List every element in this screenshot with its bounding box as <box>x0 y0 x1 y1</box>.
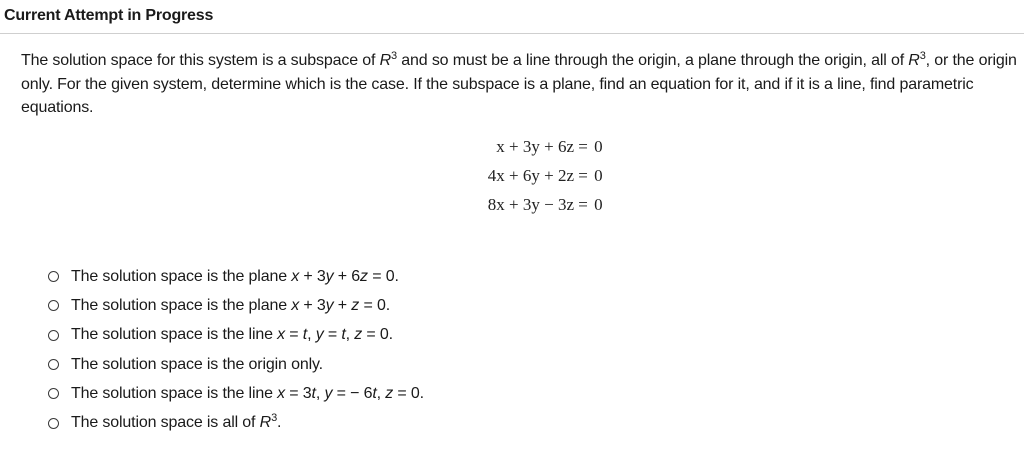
answer-option-label <box>71 326 393 344</box>
option-text-part: t <box>341 326 346 344</box>
option-text-part: , <box>307 326 316 344</box>
question-text-part: The solution space for this system is a subspace of <box>21 52 380 69</box>
equation-rhs: 0 <box>594 137 603 156</box>
answer-option-b[interactable] <box>48 291 424 320</box>
answer-option-label <box>71 356 323 374</box>
answer-option-f[interactable] <box>48 408 424 437</box>
option-text-part: R <box>259 414 272 432</box>
radio-button[interactable] <box>48 359 59 370</box>
option-text-part: z <box>351 296 360 314</box>
option-text-part: = 3 <box>285 384 312 402</box>
equation-lhs: 4x + 6y + 2z <box>487 166 574 185</box>
answer-option-e[interactable] <box>48 379 424 408</box>
option-text-part: x <box>277 326 285 344</box>
option-text-part: t <box>372 384 377 402</box>
option-text-part: + 6 <box>333 267 361 285</box>
option-text-part: The solution space is the line <box>71 384 278 402</box>
option-text-part: z <box>385 384 394 402</box>
radio-button[interactable] <box>48 330 59 341</box>
option-text-part: x <box>277 384 285 402</box>
option-text-part: + 3 <box>299 267 326 285</box>
option-text-part: , <box>345 326 355 344</box>
option-text-part: , <box>315 384 325 402</box>
option-text-part: y <box>315 326 324 344</box>
option-text-part: The solution space is the origin only. <box>71 355 323 373</box>
answer-option-label <box>71 297 390 315</box>
option-text-part: , <box>376 384 386 402</box>
option-text-part: t <box>311 384 316 402</box>
option-text-part: x <box>291 267 300 285</box>
option-text-part: 3 <box>271 412 278 425</box>
option-text-part: z <box>360 267 368 285</box>
option-text-part: = 0. <box>362 326 393 344</box>
equation-system <box>448 132 614 219</box>
option-text-part: The solution space is the plane <box>71 296 292 314</box>
option-text-part: = <box>285 326 303 344</box>
option-text-part: The solution space is all of <box>71 414 260 432</box>
answer-option-label <box>71 414 281 432</box>
attempt-status-title: Current Attempt in Progress <box>4 7 214 24</box>
answer-option-label <box>71 385 424 403</box>
header-bar <box>0 0 1024 34</box>
option-text-part: y <box>325 296 334 314</box>
option-text-part: x <box>291 296 300 314</box>
option-text-part: = − 6 <box>332 384 373 402</box>
equation-row: x + 3y + 6z = 0 <box>448 132 614 161</box>
question-text-part: and so must be a line through the origin, a plane through the origin, all of <box>396 52 909 69</box>
option-text-part: z <box>354 326 363 344</box>
question-text <box>21 49 1021 120</box>
option-text-part: + 3 <box>299 296 326 314</box>
option-text-part: t <box>302 326 308 344</box>
radio-button[interactable] <box>48 271 59 282</box>
option-text-part: + <box>333 296 352 314</box>
r-exponent: 3 <box>919 50 926 62</box>
option-text-part: . <box>277 414 282 432</box>
option-text-part: = 0. <box>367 267 399 285</box>
option-text-part: y <box>325 267 334 285</box>
equation-lhs: x + 3y + 6z <box>496 137 574 156</box>
equation-lhs: 8x + 3y − 3z <box>487 195 574 214</box>
answer-options <box>48 262 424 438</box>
answer-option-a[interactable] <box>48 262 424 291</box>
equation-row: 8x + 3y − 3z = 0 <box>448 190 614 219</box>
r-exponent: 3 <box>391 50 397 62</box>
option-text-part: = <box>323 326 342 344</box>
option-text-part: y <box>324 384 333 402</box>
answer-option-label <box>71 268 399 286</box>
answer-option-d[interactable] <box>48 350 424 379</box>
r-symbol: R <box>908 52 920 69</box>
radio-button[interactable] <box>48 418 59 429</box>
equation-row: 4x + 6y + 2z = 0 <box>448 161 614 190</box>
equation-rhs: 0 <box>594 166 603 185</box>
option-text-part: = 0. <box>359 296 390 314</box>
question-text-part: , or the origin only. For the given system, determine which is the case. If the subspace is a plane, find an equation for it, and if it is a line, find parametric equations. <box>21 52 1017 116</box>
option-text-part: = 0. <box>393 384 424 402</box>
radio-button[interactable] <box>48 300 59 311</box>
r-symbol: R <box>379 52 392 69</box>
equation-rhs: 0 <box>594 195 603 214</box>
radio-button[interactable] <box>48 388 59 399</box>
option-text-part: The solution space is the line <box>71 326 278 344</box>
answer-option-c[interactable] <box>48 321 424 350</box>
option-text-part: The solution space is the plane <box>71 267 292 285</box>
